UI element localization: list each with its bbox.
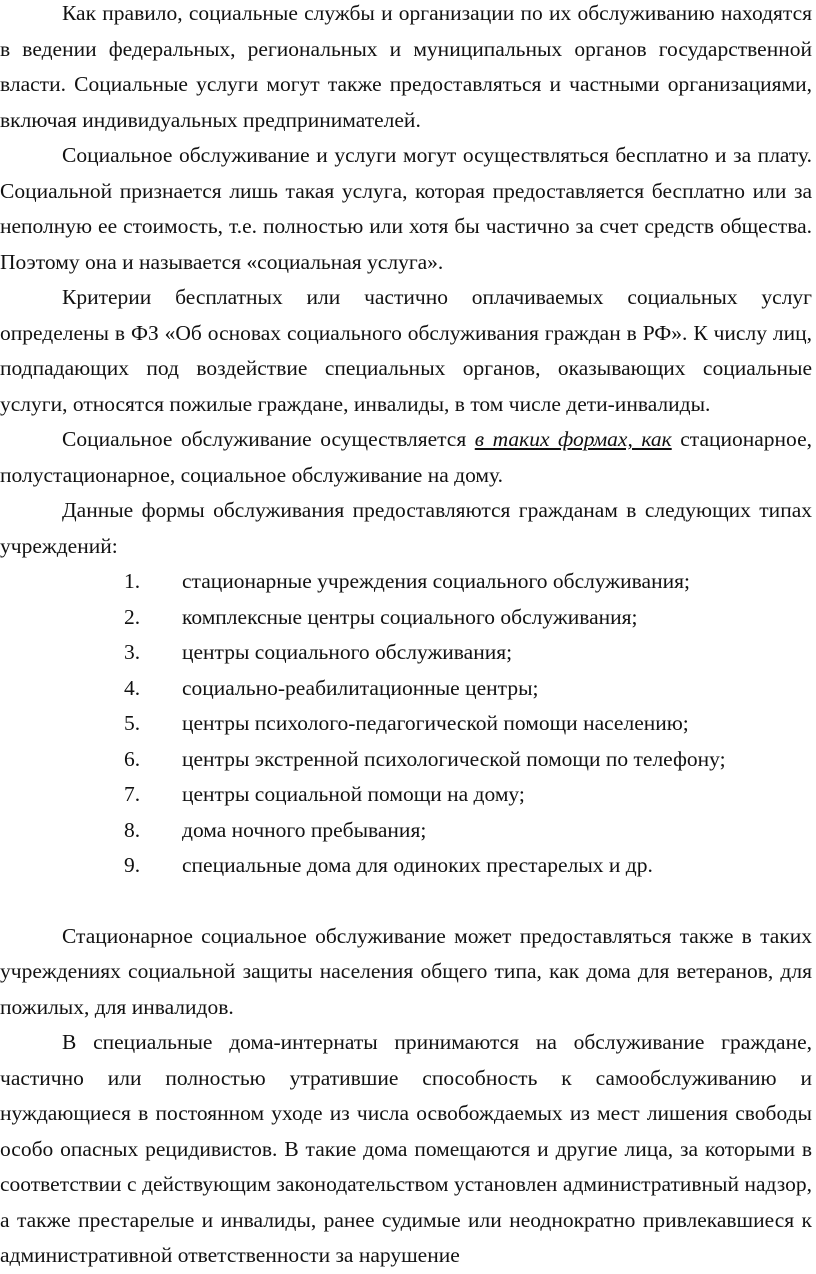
list-item-text: центры психолого-педагогической помощи населению;: [182, 711, 689, 735]
list-item-text: социально-реабилитационные центры;: [182, 675, 539, 700]
list-item-text: центры социальной помощи на дому;: [182, 782, 525, 806]
list-item: [0, 671, 812, 707]
service-forms-emphasis: в таких формах, как: [474, 427, 672, 451]
list-item-number: 1.: [124, 569, 141, 593]
list-item-text: специальные дома для одиноких престарелых и др.: [182, 853, 653, 877]
list-item-number: 6.: [124, 746, 141, 771]
paragraph-free-and-paid-services: Социальное обслуживание и услуги могут осуществляться бесплатно и за плату. Социальной признается лишь такая услуга, которая предоставляется бесплатно или за неполную ее стоимость, т.е. полностью или хотя бы частично за счет средств общества. Поэтому она и называется «социальная услуга».: [0, 143, 812, 274]
list-item-number: 2.: [124, 604, 141, 629]
list-item-text: комплексные центры социального обслуживания;: [182, 604, 638, 629]
list-item-text: центры экстренной психологической помощи по телефону;: [182, 746, 726, 771]
paragraph-stationary-service: Стационарное социальное обслуживание может предоставляться также в таких учреждениях социальной защиты населения общего типа, как дома для ветеранов, для пожилых, для инвалидов.: [0, 923, 812, 1019]
list-item: [0, 635, 812, 671]
list-item-number: 9.: [124, 853, 141, 877]
list-item-number: 8.: [124, 817, 141, 842]
paragraph-service-jurisdiction: Как правило, социальные службы и организации по их обслуживанию находятся в ведении федеральных, региональных и муниципальных органов государственной власти. Социальные услуги могут также предоставляться и частными организациями, включая индивидуальных предпринимателей.: [0, 1, 812, 132]
paragraph-special-boarding-homes: В специальные дома-интернаты принимаются на обслуживание граждане, частично или полностью утратившие способность к самообслуживанию и нуждающиеся в постоянном уходе из числа освобождаемых из мест лишения свободы особо опасных рецидивистов. В такие дома помещаются и другие лица, за которыми в соответствии с действующим законодательством установлен административный надзор, а также престарелые и инвалиды, ранее судимые или неоднократно привлекавшиеся к административной ответственности за нарушение: [0, 1030, 812, 1267]
list-item: [0, 813, 812, 849]
paragraph-institution-intro: Данные формы обслуживания предоставляются гражданам в следующих типах учреждений:: [0, 498, 812, 558]
list-item: [0, 777, 812, 813]
service-forms-list-text: стационарное, полустационарное, социальное обслуживание на дому.: [0, 427, 812, 487]
blank-line-spacer: [0, 884, 812, 919]
list-item: [0, 742, 812, 778]
list-item: [0, 564, 812, 600]
list-item: [0, 848, 812, 884]
list-item: [0, 706, 812, 742]
list-item-number: 5.: [124, 711, 141, 735]
service-forms-lead-text: Социальное обслуживание осуществляется: [62, 427, 475, 451]
list-item-text: центры социального обслуживания;: [182, 640, 513, 664]
institution-types-list: [0, 564, 812, 884]
list-item-number: 4.: [124, 675, 141, 700]
list-item: [0, 600, 812, 636]
list-item-text: стационарные учреждения социального обслуживания;: [182, 569, 690, 593]
list-item-number: 7.: [124, 782, 141, 806]
paragraph-criteria: Критерии бесплатных или частично оплачиваемых социальных услуг определены в ФЗ «Об основах социального обслуживания граждан в РФ». К числу лиц, подпадающих под воздействие специальных органов, оказывающих социальные услуги, относятся пожилые граждане, инвалиды, в том числе дети-инвалиды.: [0, 285, 812, 416]
list-item-number: 3.: [124, 640, 141, 664]
paragraph-service-forms: [0, 422, 812, 493]
list-item-text: дома ночного пребывания;: [182, 817, 427, 842]
